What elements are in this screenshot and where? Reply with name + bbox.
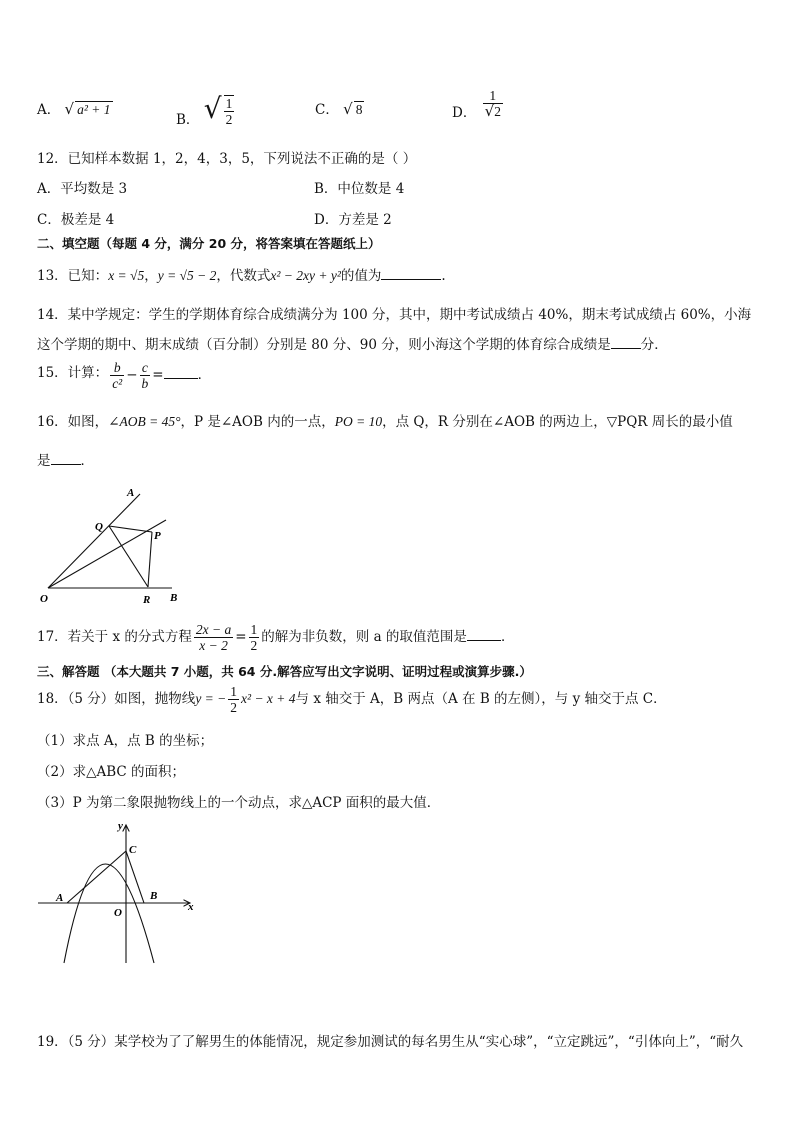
label-p: P — [154, 530, 161, 542]
q13-x: x = √5 — [108, 268, 145, 283]
q11-option-d — [452, 88, 505, 119]
label-o: O — [40, 593, 48, 605]
fraction — [224, 95, 235, 127]
radicand: 8 — [355, 102, 363, 117]
numerator: 1 — [230, 684, 238, 699]
q18-rest: 与 x 轴交于 A，B 两点（A 在 B 的左侧），与 y 轴交于点 C． — [295, 691, 667, 707]
denominator: x − 2 — [199, 638, 228, 653]
radical-sign: √ — [203, 92, 222, 125]
q12-option-a: A．平均数是 3 — [37, 181, 128, 197]
q18-func-b: x² − x + 4 — [241, 691, 296, 706]
q14-text: 这个学期的期中、期末成绩（百分制）分别是 80 分、90 分，则小海这个学期的体育综合成绩是 — [37, 337, 611, 353]
q12-option-c: C．极差是 4 — [37, 212, 115, 228]
parabola-curve — [64, 864, 154, 963]
segment-pr — [148, 532, 152, 587]
radicand: 2 — [494, 104, 501, 119]
minus-sign: − — [126, 367, 138, 383]
numerator: b — [110, 360, 124, 376]
fraction — [110, 360, 124, 391]
q15: 15．计算： $\frac{b}{\text{c²}}$ − $\frac{c}{b}$ = ． — [37, 360, 212, 391]
answer-blank — [611, 335, 641, 349]
q15-prefix: 15．计算： — [37, 365, 109, 381]
q12-stem: 12．已知样本数据 1，2，4，3，5，下列说法不正确的是（ ） — [37, 151, 417, 167]
denominator: c² — [112, 376, 123, 391]
label-a: A — [127, 487, 135, 499]
fraction — [483, 88, 503, 119]
label-o: O — [114, 907, 122, 919]
equals-sign: = — [235, 629, 247, 645]
option-label: D． — [452, 105, 477, 121]
q18-sub3: （3）P 为第二象限抛物线上的一个动点，求△ACP 面积的最大值． — [37, 795, 441, 811]
denominator — [483, 104, 503, 119]
answer-blank — [51, 451, 81, 465]
numerator: 1 — [483, 88, 503, 104]
label-x: x — [188, 901, 194, 913]
segment-cb — [126, 851, 144, 903]
q16-line1 — [37, 410, 733, 430]
fraction — [194, 622, 233, 653]
q16-a: 16．如图， — [37, 414, 109, 430]
q12-option-b: B．中位数是 4 — [314, 181, 405, 197]
denominator: 2 — [250, 638, 258, 653]
q13-suffix: 的值为 — [340, 268, 382, 284]
q17: 17．若关于 x 的分式方程 $\frac{2x - a}{x - 2}$ = $\frac{1}{2}$ 的解为非负数，则 a 的取值范围是 ． — [37, 622, 515, 653]
q16-line2: 是 ． — [37, 453, 94, 469]
fraction — [140, 360, 151, 391]
answer-blank — [164, 365, 198, 379]
q17-suffix: 的解为非负数，则 a 的取值范围是 — [261, 629, 467, 645]
fraction — [249, 622, 260, 653]
q18-sub2: （2）求△ABC 的面积； — [37, 764, 186, 780]
q18-func-a: y = − — [195, 691, 227, 706]
fraction — [228, 684, 239, 715]
q11-option-c — [315, 98, 364, 118]
ray-oa — [48, 494, 140, 588]
q12-option-d: D．方差是 2 — [314, 212, 392, 228]
answer-blank — [467, 627, 501, 641]
q13-prefix: 13．已知： — [37, 268, 109, 284]
q13-y: y = √5 − 2 — [157, 268, 217, 283]
figure-angle-aob — [30, 480, 190, 610]
q13: 13．已知：x = √5，y = √5 − 2，代数式x² − 2xy + y²的值为 . — [37, 268, 446, 284]
radical-sign: √ — [343, 100, 353, 118]
section-heading-solutions: 三、解答题 （本大题共 7 小题，共 64 分.解答应写出文字说明、证明过程或演算步骤.） — [37, 664, 532, 679]
q16-angle: ∠AOB = 45° — [108, 414, 181, 429]
denominator: 2 — [230, 700, 238, 715]
section-heading-fill-in: 二、填空题（每题 4 分，满分 20 分，将答案填在答题纸上） — [37, 236, 381, 251]
figure-parabola — [34, 815, 204, 965]
q18-sub1: （1）求点 A，点 B 的坐标； — [37, 733, 214, 749]
q16-po: PO = 10 — [334, 414, 383, 429]
q17-prefix: 17．若关于 x 的分式方程 — [37, 629, 192, 645]
q16-b: ，P 是∠AOB 内的一点， — [180, 414, 335, 430]
label-b: B — [150, 890, 158, 902]
q18-stem — [37, 684, 667, 715]
radical-sign: √ — [64, 100, 75, 118]
numerator: 1 — [225, 95, 233, 111]
segment-qp — [109, 526, 152, 532]
q14-line1: 14．某中学规定：学生的学期体育综合成绩满分为 100 分，其中，期中考试成绩占 40%，期末考试成绩占 60%，小海 — [37, 307, 752, 323]
label-r: R — [143, 594, 151, 606]
answer-blank — [381, 266, 441, 280]
label-a: A — [56, 892, 64, 904]
segment-qr — [109, 526, 148, 587]
label-c: C — [129, 844, 137, 856]
q11-option-a — [37, 98, 113, 118]
option-label: A． — [37, 102, 61, 118]
q11-option-b — [176, 88, 236, 127]
radicand: a² + 1 — [77, 102, 111, 117]
denominator: b — [141, 376, 149, 391]
radical-sign: √ — [484, 102, 495, 120]
q19-line1: 19．（5 分）某学校为了了解男生的体能情况，规定参加测试的每名男生从“实心球”，“立定跳远”，“引体向上”，“耐久 — [37, 1034, 744, 1050]
label-q: Q — [95, 521, 103, 533]
numerator: 1 — [250, 622, 258, 637]
denominator: 2 — [225, 111, 233, 127]
q16-c: ，点 Q，R 分别在∠AOB 的两边上，▽PQR 周长的最小值 — [382, 414, 733, 430]
numerator: c — [140, 360, 151, 376]
q13-mid: ，代数式 — [216, 268, 271, 284]
q14-end: 分． — [640, 337, 668, 353]
label-y: y — [118, 820, 123, 832]
q13-expr: x² − 2xy + y² — [270, 268, 341, 283]
q13-sep: ， — [144, 268, 158, 284]
option-label: C． — [315, 102, 339, 118]
label-b: B — [170, 592, 178, 604]
q18-prefix: 18．（5 分）如图，抛物线 — [37, 691, 196, 707]
numerator: 2x − a — [195, 622, 232, 637]
q14-line2 — [37, 333, 668, 353]
segment-ac — [67, 851, 126, 903]
equals-sign: = — [152, 367, 164, 383]
option-label: B． — [176, 112, 200, 128]
q16-text: 是 — [37, 453, 51, 469]
